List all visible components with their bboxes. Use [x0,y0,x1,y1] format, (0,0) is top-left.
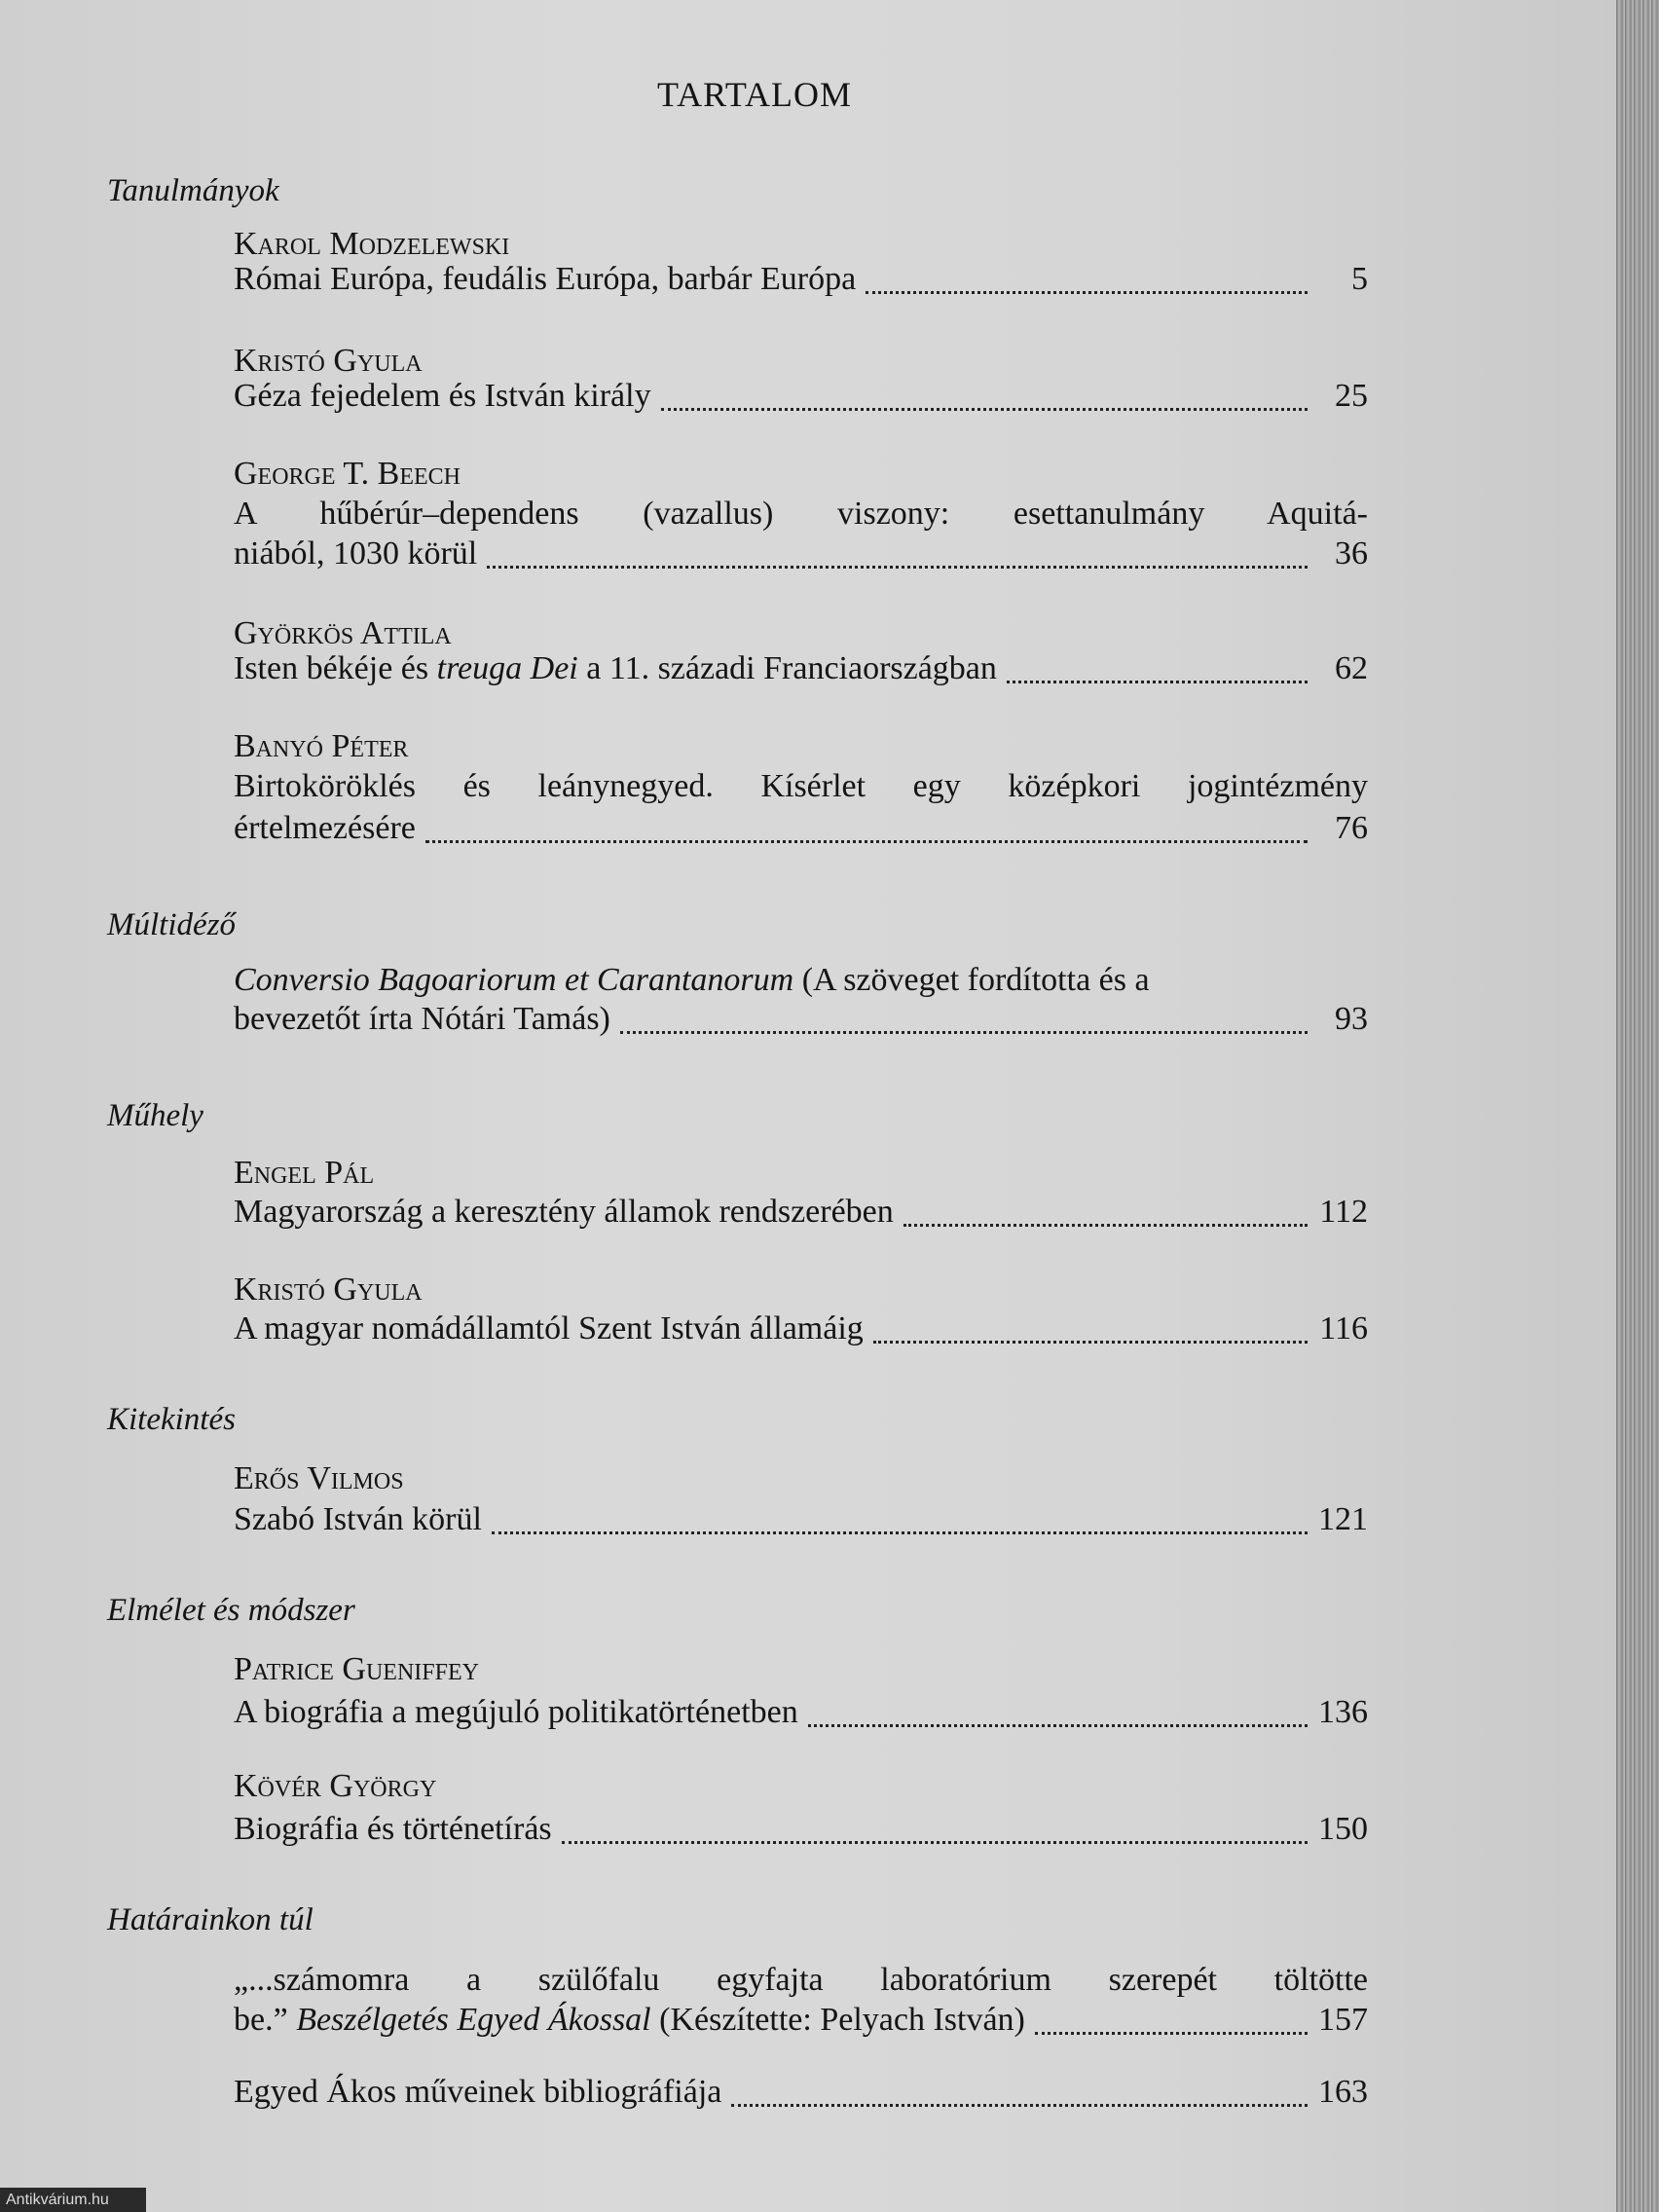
entry-title: Magyarország a keresztény államok rendszerében [234,1194,894,1230]
entry-title: bevezetőt írta Nótári Tamás) [234,1001,610,1037]
page-edge [1616,0,1659,2212]
page-number: 36 [1335,535,1368,571]
page-number: 163 [1318,2074,1368,2110]
toc-entry[interactable] [234,1811,1368,1854]
toc-entry[interactable] [234,1694,1368,1737]
page-number: 93 [1335,1001,1368,1037]
dot-leader [1007,681,1308,683]
entry-author: George T. Beech [234,456,461,492]
entry-author: Banyó Péter [234,728,409,764]
page-title: TARTALOM [656,75,853,114]
entry-title: niából, 1030 körül [234,535,478,571]
toc-entry[interactable] [234,261,1368,304]
entry-author: Kövér György [234,1768,437,1804]
toc-entry[interactable] [234,810,1368,853]
page-number: 62 [1335,650,1368,686]
dot-leader [620,1031,1308,1034]
entry-author: Kristó Gyula [234,343,423,379]
toc-entry[interactable] [234,2074,1368,2117]
section-heading: Elmélet és módszer [107,1593,355,1628]
dot-leader [492,1531,1308,1534]
entry-author: Patrice Gueniffey [234,1651,479,1687]
dot-leader [873,1341,1308,1344]
entry-title: A biográfia a megújuló politikatörténetben [234,1694,798,1730]
dot-leader [562,1841,1308,1844]
dot-leader [1035,2032,1308,2035]
toc-entry[interactable] [234,1310,1368,1353]
entry-author: Kristó Gyula [234,1272,423,1308]
entry-author: Engel Pál [234,1155,375,1191]
section-heading: Műhely [107,1098,203,1133]
page-number: 25 [1335,378,1368,414]
dot-leader [903,1224,1308,1227]
dot-leader [425,840,1308,843]
dot-leader [487,566,1308,569]
entry-title-line: A hűbérúr–dependens (vazallus) viszony: esettanulmány Aquitá- [234,496,1368,532]
toc-entry[interactable] [234,1194,1368,1236]
toc-entry[interactable] [234,378,1368,421]
section-heading: Tanulmányok [107,173,279,208]
entry-author: Györkös Attila [234,615,452,651]
page-number: 121 [1318,1501,1368,1537]
entry-title-line: „...számomra a szülőfalu egyfajta laboratórium szerepét töltötte [234,1962,1368,1998]
entry-title: Római Európa, feudális Európa, barbár Európa [234,261,857,297]
page-number: 150 [1318,1811,1368,1847]
entry-title: Egyed Ákos műveinek bibliográfiája [234,2074,722,2110]
page-number: 136 [1318,1694,1368,1730]
entry-title: Isten békéje és treuga Dei a 11. századi Franciaországban [234,650,997,686]
section-heading: Kitekintés [107,1402,236,1437]
entry-title: Géza fejedelem és István király [234,378,651,414]
page-number: 112 [1319,1194,1368,1230]
entry-title-line: Conversio Bagoariorum et Carantanorum (A szöveget fordította és a [234,962,1150,998]
page-number: 157 [1318,2002,1368,2038]
dot-leader [661,408,1308,411]
toc-entry[interactable] [234,1001,1368,1044]
toc-entry[interactable] [234,2002,1368,2045]
entry-title: Biográfia és történetírás [234,1811,552,1847]
entry-title: A magyar nomádállamtól Szent István államáig [234,1310,864,1346]
page-number: 5 [1351,261,1368,297]
entry-title: Szabó István körül [234,1501,482,1537]
dot-leader [866,291,1308,294]
dot-leader [808,1724,1308,1727]
dot-leader [731,2104,1308,2107]
entry-title: be.” Beszélgetés Egyed Ákossal (Készítette: Pelyach István) [234,2002,1025,2038]
section-heading: Múltidéző [107,907,236,942]
toc-entry[interactable] [234,650,1368,693]
entry-title: értelmezésére [234,810,416,846]
section-heading: Határainkon túl [107,1902,313,1937]
entry-author: Karol Modzelewski [234,226,510,262]
page-number: 116 [1319,1310,1368,1346]
toc-entry[interactable] [234,1501,1368,1544]
watermark-footer: Antikvárium.hu [0,2188,146,2212]
entry-author: Erős Vilmos [234,1460,404,1496]
toc-entry[interactable] [234,535,1368,578]
entry-title-line: Birtoköröklés és leánynegyed. Kísérlet egy középkori jogintézmény [234,768,1368,804]
page-number: 76 [1335,810,1368,846]
